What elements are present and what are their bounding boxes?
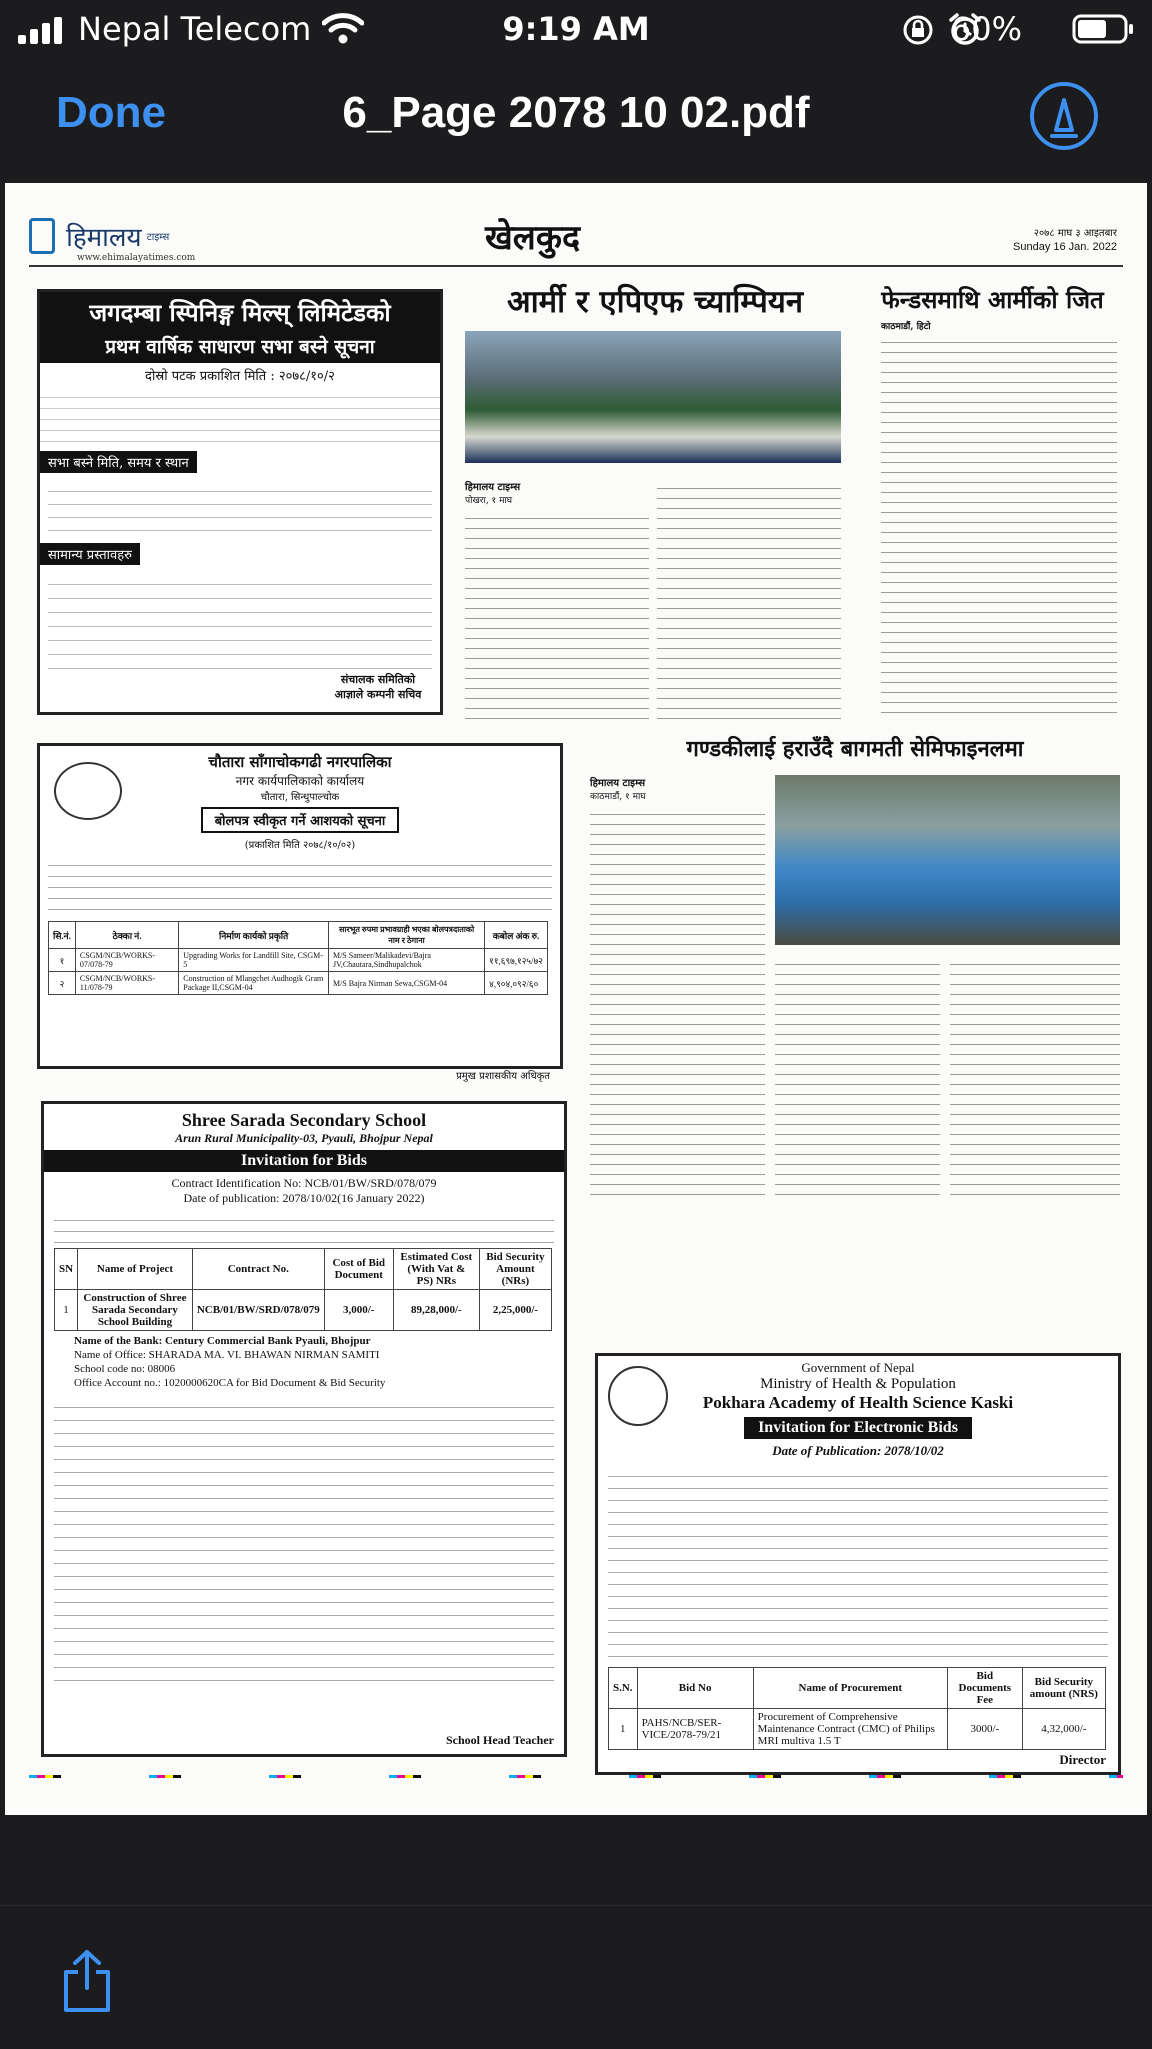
table-cell: 4,32,000/- [1022, 1709, 1105, 1750]
table-header: सि.नं. [49, 922, 76, 949]
nav-bar [0, 58, 1152, 178]
pahs-org: Pokhara Academy of Health Science Kaski [702, 1393, 1014, 1412]
date-english: Sunday 16 Jan. 2022 [1013, 241, 1117, 253]
table-cell: Construction of Shree Sarada Secondary School Building [78, 1290, 193, 1331]
table-header: निर्माण कार्यको प्रकृति [179, 922, 329, 949]
table-cell: 3000/- [947, 1709, 1022, 1750]
municipality-name: चौतारा साँगाचोकगढी नगरपालिका [208, 753, 392, 771]
bid-acceptance-body [48, 855, 552, 917]
table-cell: १ [49, 949, 76, 972]
table-cell: CSGM/NCB/WORKS-07/078-79 [75, 949, 178, 972]
story-friends-headline: फेन्डसमाथि आर्मीको जित [881, 285, 1104, 314]
story-gandaki-body-mid [775, 955, 940, 1195]
table-cell: M/S Bajra Nirman Sewa,CSGM-04 [328, 972, 484, 995]
carrier-name: Nepal Telecom [78, 10, 312, 48]
bid-acceptance-title: बोलपत्र स्वीकृत गर्ने आशयको सूचना [201, 807, 400, 833]
story-army-apf-photo [465, 331, 841, 463]
table-cell: Upgrading Works for Landfill Site, CSGM-5 [179, 949, 329, 972]
masthead-small: टाइम्स [146, 232, 170, 243]
table-header: Bid Security Amount (NRs) [479, 1249, 551, 1290]
battery-icon [1072, 14, 1134, 44]
table-cell: ४,९०४,०९२/६० [485, 972, 548, 995]
municipality-office: नगर कार्यपालिकाको कार्यालय [235, 774, 365, 788]
nepal-emblem-icon [608, 1366, 668, 1426]
agm-venue-body [48, 479, 432, 537]
table-cell: NCB/01/BW/SRD/078/079 [192, 1290, 324, 1331]
bid-acceptance-table [48, 921, 548, 995]
school-bank: Name of the Bank: Century Commercial Bank Pyauli, Bhojpur [74, 1335, 371, 1347]
agm-body [40, 387, 440, 447]
pahs-ministry: Ministry of Health & Population [760, 1376, 956, 1392]
school-code: School code no: 08006 [74, 1363, 176, 1375]
masthead [29, 218, 169, 258]
table-cell: 1 [609, 1709, 638, 1750]
table-cell: 3,000/- [324, 1290, 393, 1331]
himalaya-logo-icon [29, 218, 55, 254]
municipality-emblem-icon [54, 762, 122, 820]
bid-acceptance-footer: प्रमुख प्रशासकीय अधिकृत [456, 1071, 550, 1082]
agm-subtitle: दोस्रो पटक प्रकाशित मिति : २०७८/१०/२ [145, 369, 335, 384]
story-gandaki-photo [775, 775, 1120, 945]
story-gandaki-dateline: काठमाडौं, १ माघ [590, 792, 646, 802]
pdf-page[interactable] [5, 183, 1147, 1815]
table-header: Bid Documents Fee [947, 1668, 1022, 1709]
table-header: Bid Security amount (NRS) [1022, 1668, 1105, 1709]
table-cell: PAHS/NCB/SER-VICE/2078-79/21 [637, 1709, 753, 1750]
table-header: SN [55, 1249, 78, 1290]
table-header: Estimated Cost (With Vat & PS) NRs [393, 1249, 479, 1290]
pahs-gov: Government of Nepal [801, 1360, 915, 1375]
table-header: Name of Procurement [753, 1668, 947, 1709]
table-row [55, 1290, 552, 1331]
story-army-apf-body-right [657, 479, 841, 719]
bottom-toolbar [0, 1905, 1152, 2049]
document-title: 6_Page 2078 10 02.pdf [342, 88, 810, 137]
table-header: सारभूत रुपमा प्रभावग्राही भएका बोलपत्रदाताको नाम र ठेगाना [328, 922, 484, 949]
pahs-ebid-ad [595, 1353, 1121, 1775]
date-nepali: २०७८ माघ ३ आइतबार [1033, 228, 1117, 239]
school-address: Arun Rural Municipality-03, Pyauli, Bhojpur Nepal [175, 1131, 433, 1145]
agm-company: जगदम्बा स्पिनिङ्ग मिल्स् लिमिटेडको [40, 292, 440, 333]
markup-button[interactable] [1030, 82, 1098, 150]
story-gandaki-body-left [590, 805, 765, 1195]
school-name: Shree Sarada Secondary School [181, 1110, 427, 1130]
pahs-terms [608, 1465, 1108, 1661]
status-time: 9:19 AM [502, 10, 650, 48]
school-bid-title: Invitation for Bids [44, 1150, 564, 1172]
status-bar [0, 0, 1152, 58]
bid-acceptance-ad [37, 743, 563, 1082]
agm-notice-ad [37, 289, 443, 715]
school-publication-date: Date of publication: 2078/10/02(16 January 2022) [183, 1191, 425, 1205]
school-account: Office Account no.: 1020000620CA for Bid Document & Bid Security [74, 1377, 386, 1389]
share-icon [60, 1948, 114, 2014]
website: www.ehimalayatimes.com [77, 253, 196, 263]
school-bid-table [54, 1248, 552, 1331]
municipality-place: चौतारा, सिन्धुपाल्चोक [260, 792, 340, 803]
section-title: खेलकुद [485, 218, 581, 258]
battery-percent: 60% [950, 10, 1022, 48]
table-header: S.N. [609, 1668, 638, 1709]
table-header: Contract No. [192, 1249, 324, 1290]
pahs-title: Invitation for Electronic Bids [744, 1417, 972, 1439]
table-cell: 1 [55, 1290, 78, 1331]
story-army-apf-byline: हिमालय टाइम्स [465, 482, 521, 493]
table-cell: ११,६९७,१२५/७२ [485, 949, 548, 972]
story-friends-body [881, 333, 1117, 719]
school-bid-ad [41, 1101, 567, 1757]
story-friends-dateline: काठमाडौं, हिटो [881, 322, 931, 332]
school-contract-id: Contract Identification No: NCB/01/BW/SRD/078/079 [171, 1176, 437, 1190]
agm-title: प्रथम वार्षिक साधारण सभा बस्ने सूचना [40, 333, 440, 363]
table-cell: Construction of Mlangchet Audhogik Gram Package II,CSGM-04 [179, 972, 329, 995]
done-button[interactable]: Done [56, 88, 166, 137]
table-header: कबोल अंक रु. [485, 922, 548, 949]
masthead-name: हिमालय [66, 223, 142, 253]
school-signature: School Head Teacher [445, 1733, 554, 1747]
table-header: Bid No [637, 1668, 753, 1709]
pahs-signature: Director [1059, 1752, 1106, 1767]
agm-heading-venue: सभा बस्ने मिति, समय र स्थान [40, 451, 197, 473]
table-cell: २ [49, 972, 76, 995]
table-row [609, 1709, 1106, 1750]
table-cell: 2,25,000/- [479, 1290, 551, 1331]
page-bottom-rule [29, 1775, 1123, 1778]
table-cell: 89,28,000/- [393, 1290, 479, 1331]
school-bid-terms [54, 1395, 554, 1685]
bid-acceptance-published: (प्रकाशित मिति २०७८/१०/०२) [244, 840, 356, 851]
pahs-bid-table [608, 1667, 1106, 1750]
story-army-apf-body-left [465, 509, 649, 719]
story-army-apf-headline: आर्मी र एपिएफ च्याम्पियन [506, 284, 804, 320]
school-bid-intro [54, 1210, 554, 1244]
share-button[interactable] [60, 1948, 114, 2014]
orientation-lock-icon [902, 14, 934, 46]
story-gandaki-body-right [950, 955, 1120, 1195]
agm-signature: संचालक समितिको आज्ञाले कम्पनी सचिव [334, 673, 422, 701]
school-office-name: Name of Office: SHARADA MA. VI. BHAWAN NIRMAN SAMITI [74, 1349, 380, 1361]
story-army-apf-dateline: पोखरा, १ माघ [465, 496, 513, 506]
table-cell: CSGM/NCB/WORKS-11/078-79 [75, 972, 178, 995]
table-cell: M/S Sameer/Malikadevi/Bajra JV,Chautara,Sindhupalchok [328, 949, 484, 972]
table-header: Cost of Bid Document [324, 1249, 393, 1290]
masthead-rule [29, 265, 1123, 267]
table-row [49, 949, 548, 972]
table-cell: Procurement of Comprehensive Maintenance Contract (CMC) of Philips MRI multiva 1.5 T [753, 1709, 947, 1750]
table-row [49, 972, 548, 995]
pahs-date: Date of Publication: 2078/10/02 [772, 1443, 944, 1458]
table-header: Name of Project [78, 1249, 193, 1290]
agm-heading-proposals: सामान्य प्रस्तावहरु [40, 543, 140, 565]
markup-pen-icon [1034, 86, 1094, 146]
story-gandaki-byline: हिमालय टाइम्स [590, 778, 646, 789]
agm-proposals-body [48, 571, 432, 679]
table-header: ठेक्का नं. [75, 922, 178, 949]
story-gandaki-headline: गण्डकीलाई हराउँदै बागमती सेमिफाइनलमा [686, 736, 1024, 762]
